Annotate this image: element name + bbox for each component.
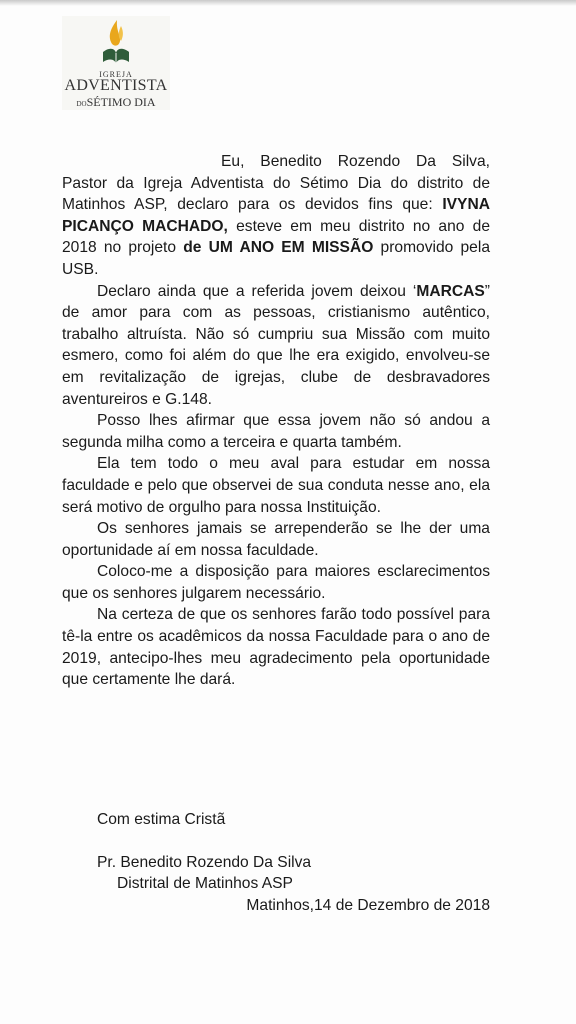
flame-book-icon xyxy=(100,18,132,70)
paragraph-declaration: Eu, Benedito Rozendo Da Silva, Pastor da Igreja Adventista do Sétimo Dia do distrito de Matinhos ASP, declaro para os devidos fins que: IVYNA PICANÇO MACHADO, esteve em meu distrito no ano de 2018 no projeto de UM ANO EM MISSÃO promovido pela USB. xyxy=(62,153,491,278)
paragraph-oportunidade: Os senhores jamais se arrependerão se lhe der uma oportunidade aí em nossa faculdade. xyxy=(62,520,490,559)
paragraph-marcas: Declaro ainda que a referida jovem deixou ‘MARCAS” de amor para com as pessoas, cristianismo autêntico, trabalho altruísta. Não só cumpriu sua Missão com muito esmero, como foi além do que lhe era exigido, envolveu-se em revitalização de igrejas, clube de desbravadores aventureiros e G.148. xyxy=(62,282,490,408)
closing-salutation: Com estima Cristã xyxy=(97,811,226,828)
paragraph-aval: Ela tem todo o meu aval para estudar em nossa faculdade e pelo que observei de sua conduta nesse ano, ela será motivo de orgulho para nossa Instituição. xyxy=(62,455,490,516)
candidate-name: IVYNA PICANÇO MACHADO, xyxy=(62,196,490,235)
paragraph-segunda-milha: Posso lhes afirmar que essa jovem não só andou a segunda milha como a terceira e quarta também. xyxy=(62,412,490,451)
logo-text-adventista: ADVENTISTA xyxy=(64,77,168,94)
paragraph-agradecimento: Na certeza de que os senhores farão todo possível para tê-la entre os acadêmicos da nossa Faculdade para o ano de 2019, antecipo-lhes meu agradecimento pela oportunidade que certamente lhe dará. xyxy=(62,606,490,689)
logo-text-igreja: IGREJA xyxy=(99,70,133,79)
paragraph-disposicao: Coloco-me a disposição para maiores esclarecimentos que os senhores julgarem necessário. xyxy=(62,563,490,602)
letter-body xyxy=(62,151,490,691)
church-logo xyxy=(62,16,170,110)
signature-name: Pr. Benedito Rozendo Da Silva xyxy=(97,854,312,871)
project-name: de UM ANO EM MISSÃO xyxy=(183,239,374,257)
page-top-shadow xyxy=(0,0,576,6)
place-date: Matinhos,14 de Dezembro de 2018 xyxy=(246,897,490,914)
logo-text-setimo-dia: DOSÉTIMO DIA xyxy=(76,95,156,109)
signature-title: Distrital de Matinhos ASP xyxy=(117,875,293,892)
